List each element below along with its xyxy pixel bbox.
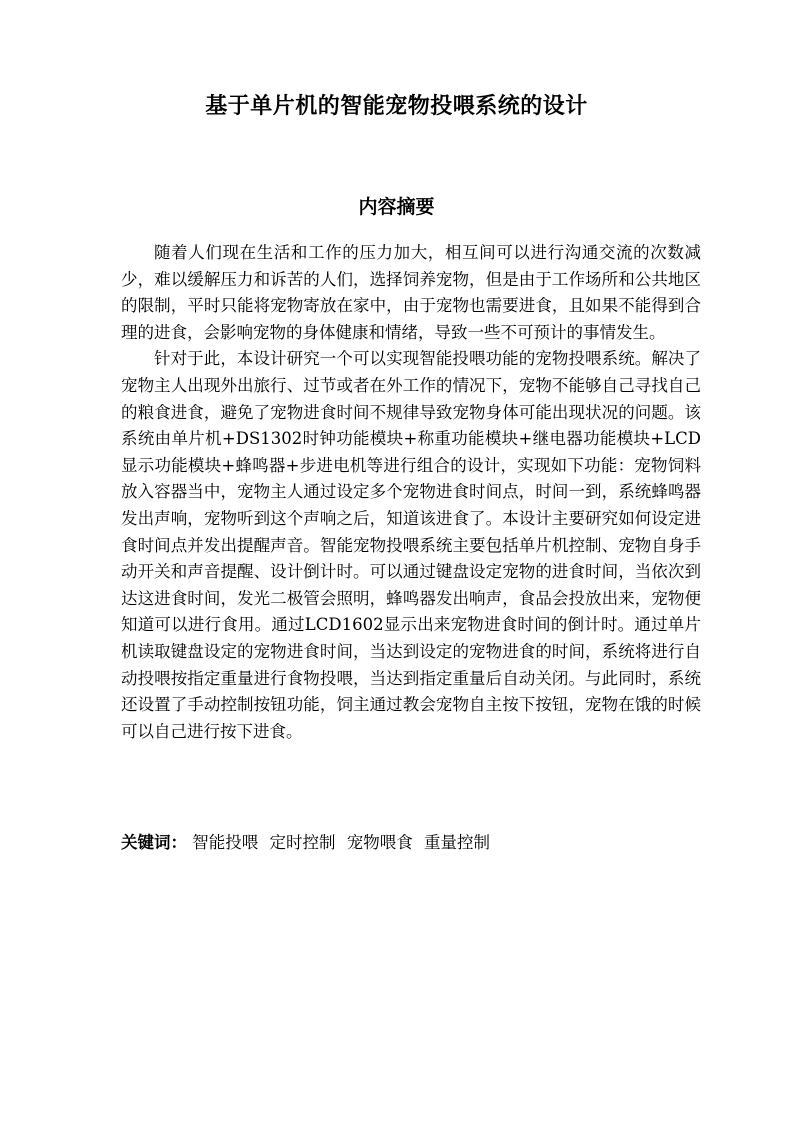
abstract-paragraph-1: 随着人们现在生活和工作的压力加大，相互间可以进行沟通交流的次数减少，难以缓解压力和诉苦的人们，选择饲养宠物，但是由于工作场所和公共地区的限制，平时只能将宠物寄放在家中，由于宠物也需要进食，且如果不能得到合理的进食，会影响宠物的身体健康和情绪，导致一些不可预计的事情发生。 <box>121 243 701 342</box>
abstract-body <box>121 240 701 745</box>
keyword-item: 宠物喂食 <box>346 833 413 852</box>
abstract-paragraph-2: 针对于此，本设计研究一个可以实现智能投喂功能的宠物投喂系统。解决了宠物主人出现外出旅行、过节或者在外工作的情况下，宠物不能够自己寻找自己的粮食进食，避免了宠物进食时间不规律导致宠物身体可能出现状况的问题。该系统由单片机+DS1302时钟功能模块+称重功能模块+继电器功能模块+LCD显示功能模块+蜂鸣器+步进电机等进行组合的设计，实现如下功能：宠物饲料放入容器当中，宠物主人通过设定多个宠物进食时间点，时间一到，系统蜂鸣器发出声响，宠物听到这个声响之后，知道该进食了。本设计主要研究如何设定进食时间点并发出提醒声音。智能宠物投喂系统主要包括单片机控制、宠物自身手动开关和声音提醒、设计倒计时。可以通过键盘设定宠物的进食时间，当依次到达这进食时间，发光二极管会照明，蜂鸣器发出响声，食品会投放出来，宠物便知道可以进行食用。通过LCD1602显示出来宠物进食时间的倒计时。通过单片机读取键盘设定的宠物进食时间，当达到设定的宠物进食的时间，系统将进行自动投喂按指定重量进行食物投喂，当达到指定重量后自动关闭。与此同时，系统还设置了手动控制按钮功能，饲主通过教会宠物自主按下按钮，宠物在饿的时候可以自己进行按下进食。 <box>121 349 701 741</box>
abstract-heading: 内容摘要 <box>358 196 435 218</box>
keyword-item: 定时控制 <box>269 833 336 852</box>
keyword-item: 重量控制 <box>424 833 490 852</box>
keyword-item: 智能投喂 <box>192 833 259 852</box>
keywords-label: 关键词： <box>121 833 187 852</box>
keywords-line <box>121 830 701 856</box>
document-title: 基于单片机的智能宠物投喂系统的设计 <box>205 94 588 119</box>
